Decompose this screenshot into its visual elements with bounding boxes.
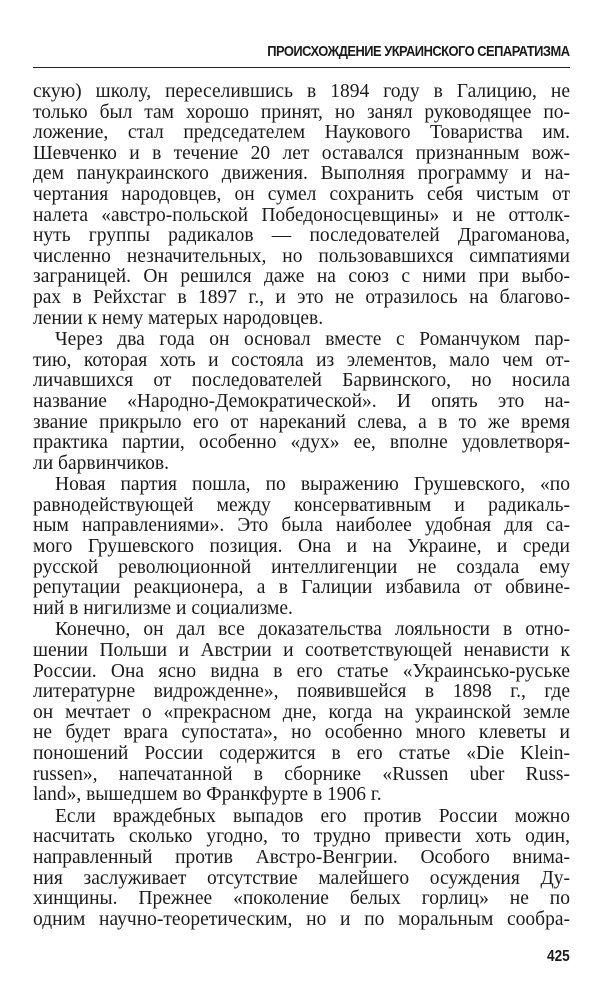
text-line: нуть группы радикалов — последователей Драгоманова, <box>33 225 570 247</box>
paragraph <box>33 620 570 805</box>
text-line: Через два года он основал вместе с Романчуком пар- <box>55 329 570 351</box>
text-line: равнодействующей между консервативным и радикаль- <box>33 494 570 516</box>
text-line: не будет врага супостата», но особенно много клеветы и <box>33 722 570 744</box>
page-number: 425 <box>547 948 570 965</box>
text-line: заграницей. Он решился даже на союз с ними при выбо- <box>33 266 570 288</box>
text-line: land», вышедшем во Франкфурте в 1906 г. <box>33 784 382 806</box>
text-line: название «Народно-Демократической». И опять это на- <box>33 390 570 412</box>
text-line: поношений России содержится в его статье «Die Klein- <box>33 743 570 764</box>
text-line: налета «австро-польской Победоносцевщины» и не оттолк- <box>33 204 570 226</box>
text-line: русской революционной интеллигенции не создала ему <box>33 556 570 578</box>
text-line: ным направлениями». Это была наиболее удобная для са- <box>33 515 570 537</box>
text-line: одним научно-теоретическим, но и по моральным сообра- <box>33 908 570 930</box>
paragraph <box>33 807 570 931</box>
paragraph <box>33 82 570 329</box>
text-line: скую) школу, переселившись в 1894 году в Галицию, не <box>33 81 570 102</box>
text-line: хинщины. Прежнее «поколение белых горлиц» не по <box>33 888 570 910</box>
text-line: мого Грушевского позиция. Она и на Украине, и среди <box>33 536 570 558</box>
text-line: репутации реакционера, а в Галиции избавила от обвине- <box>33 577 570 599</box>
paragraph <box>33 475 570 619</box>
text-line: направленный против Австро-Венгрии. Особого внима- <box>33 846 570 868</box>
text-line: лении к нему матерых народовцев. <box>33 307 324 329</box>
text-line: russen», напечатанной в сборнике «Russen uber Russ- <box>33 763 570 785</box>
paragraph <box>33 330 570 474</box>
text-line: дем панукраинского движения. Выполняя программу и на- <box>33 163 570 185</box>
text-line: чертания народовцев, он сумел сохранить себя чистым от <box>33 183 570 205</box>
text-line: Если враждебных выпадов его против России можно <box>55 805 570 827</box>
text-line: практика партии, особенно «дух» ее, вполне удовлетворя- <box>33 432 570 454</box>
running-header <box>33 40 570 68</box>
text-line: только был там хорошо принят, но занял руководящее по- <box>33 101 570 123</box>
text-line: ли барвинчиков. <box>33 452 170 474</box>
text-line: он мечтает о «прекрасном дне, когда на украинской земле <box>33 701 570 723</box>
text-line: личавшихся от последователей Барвинского, но носила <box>33 370 570 392</box>
text-line: России. Она ясно видна в его статье «Украинсько-руське <box>33 660 570 682</box>
text-line: Конечно, он дал все доказательства лояльности в отно- <box>55 619 570 641</box>
running-header-title: ПРОИСХОЖДЕНИЕ УКРАИНСКОГО СЕПАРАТИЗМА <box>267 43 570 60</box>
text-line: звание прикрыло его от нареканий слева, а в то же время <box>33 411 570 433</box>
text-line: рах в Рейхстаг в 1897 г., и это не отразилось на благово- <box>33 286 570 308</box>
text-line: шении Польши и Австрии и соответствующей ненависти к <box>33 640 570 662</box>
text-line: ния заслуживает отсутствие малейшего осуждения Ду- <box>33 867 570 889</box>
text-line: Новая партия пошла, по выражению Грушевского, «по <box>55 474 570 496</box>
text-line: численно незначительных, но пользовавшихся симпатиями <box>33 245 570 267</box>
text-line: насчитать сколько угодно, то трудно привести хоть один, <box>33 826 570 848</box>
page-body <box>33 82 570 931</box>
text-line: ний в нигилизме и социализме. <box>33 597 293 619</box>
text-line: тию, которая хоть и состояла из элементов, мало чем от- <box>33 349 570 371</box>
text-line: ложение, стал председателем Наукового Товариства им. <box>33 122 570 144</box>
text-line: Шевченко и в течение 20 лет оставался признанным вож- <box>33 142 570 164</box>
text-line: литературне видрожденне», появившейся в 1898 г., где <box>33 681 570 703</box>
